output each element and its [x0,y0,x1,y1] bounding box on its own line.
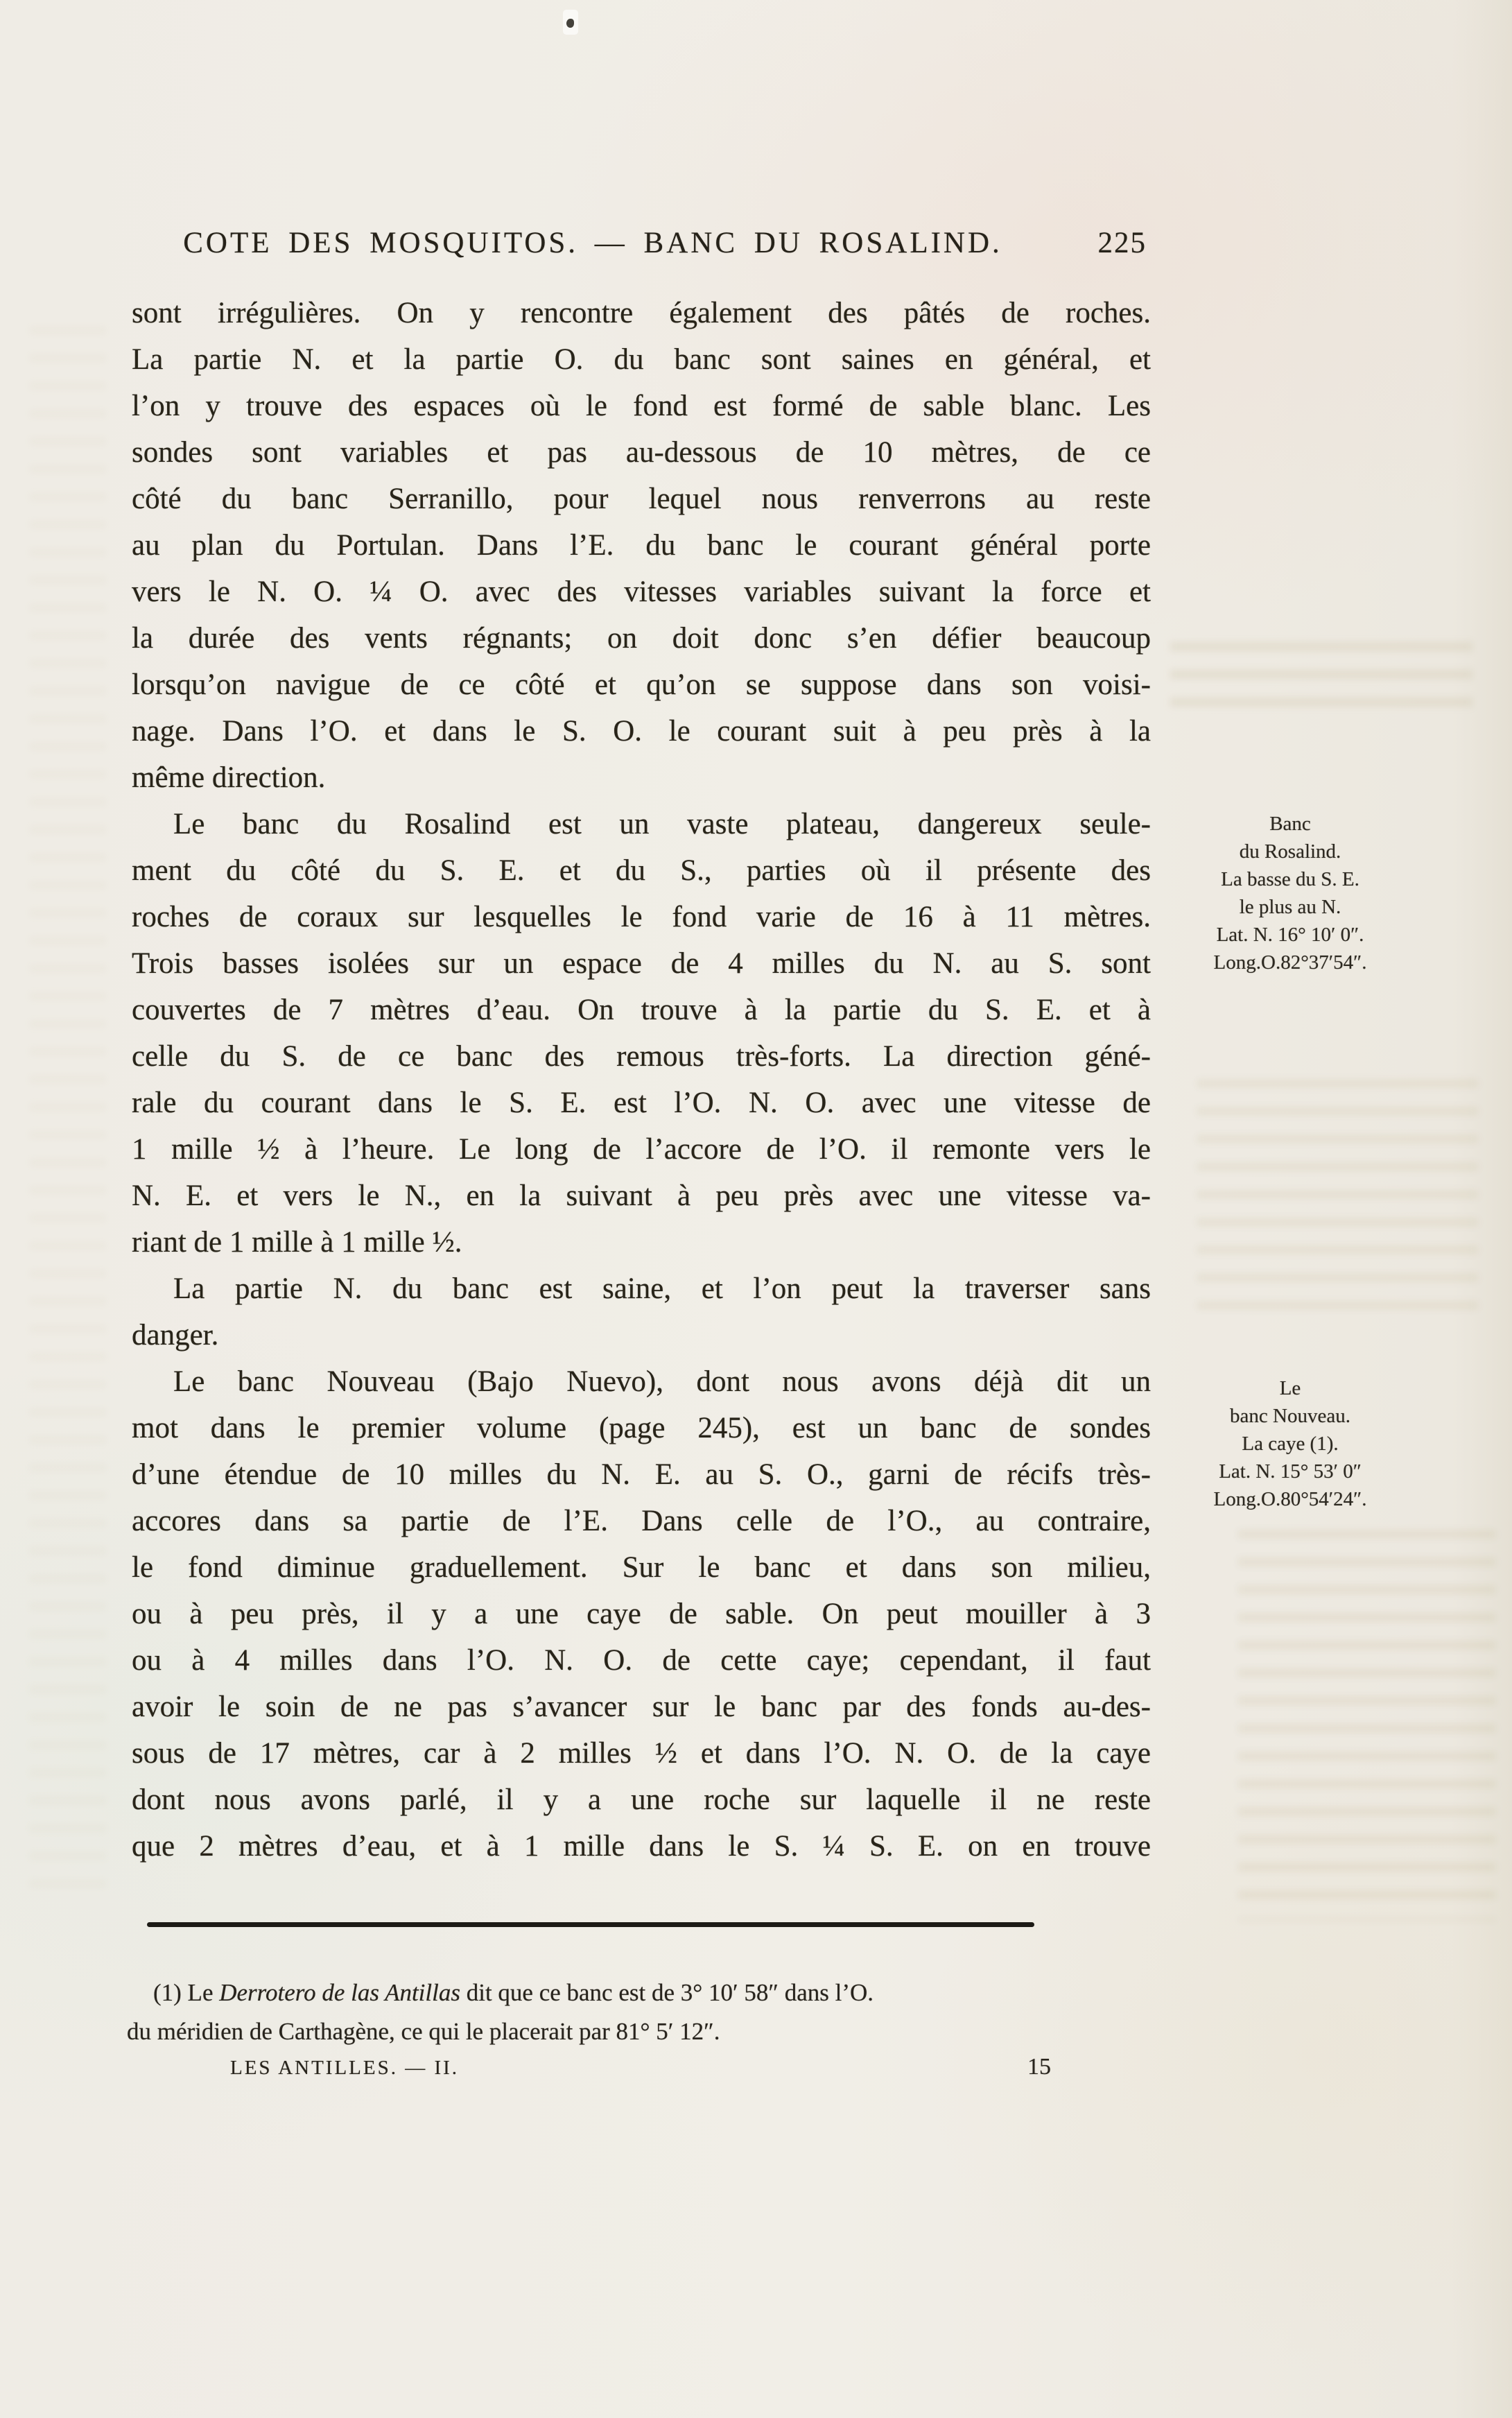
running-head [132,226,1151,276]
text-line: la durée des vents régnants; on doit donc s’en défier beaucoup [132,622,1151,655]
text-line: ou à 4 milles dans l’O. N. O. de cette caye; cependant, il faut [132,1644,1151,1677]
bleed-through-text [29,326,107,1907]
footnote-line: du méridien de Carthagène, ce qui le placerait par 81° 5′ 12″. [127,2018,720,2045]
text-line: vers le N. O. ¼ O. avec des vitesses variables suivant la force et [132,576,1151,608]
body-text [132,290,1151,1869]
sidenote-banc-du-rosalind [1159,810,1421,976]
text-line: La partie N. du banc est saine, et l’on peut la traverser sans [173,1272,1151,1305]
page-title: COTE DES MOSQUITOS. — BANC DU ROSALIND. [183,227,1002,259]
footnote [127,1974,1174,2051]
text-line: 1 mille ½ à l’heure. Le long de l’accore de l’O. il remonte vers le [132,1133,1151,1166]
text-line: La partie N. et la partie O. du banc sont saines en général, et [132,343,1151,376]
text-line: le fond diminue graduellement. Sur le banc et dans son milieu, [132,1551,1151,1584]
text-line: ou à peu près, il y a une caye de sable. On peut mouiller à 3 [132,1598,1151,1630]
text-line: ment du côté du S. E. et du S., parties où il présente des [132,854,1151,887]
text-line: celle du S. de ce banc des remous très-forts. La direction géné- [132,1040,1151,1073]
text-line: mot dans le premier volume (page 245), est un banc de sondes [132,1412,1151,1444]
text-line: Le banc Nouveau (Bajo Nuevo), dont nous avons déjà dit un [173,1365,1151,1398]
text-line: N. E. et vers le N., en la suivant à peu près avec une vitesse va- [132,1180,1151,1212]
sidenote-line: Banc [1269,813,1311,835]
text-line: que 2 mètres d’eau, et à 1 mille dans le S. ¼ S. E. on en trouve [132,1830,1151,1863]
text-line: avoir le soin de ne pas s’avancer sur le banc par des fonds au-des- [132,1691,1151,1723]
sheet-number: 15 [1027,2054,1051,2080]
text-line: même direction. [132,761,326,794]
sidenote-line: La caye (1). [1242,1433,1339,1455]
text-line: l’on y trouve des espaces où le fond est formé de sable blanc. Les [132,390,1151,422]
text-line: sondes sont variables et pas au-dessous de 10 mètres, de ce [132,436,1151,469]
text-line: riant de 1 mille à 1 mille ½. [132,1226,462,1259]
sidenote-banc-nouveau [1159,1374,1421,1513]
bleed-through-text [1197,1079,1478,1318]
text-line: sous de 17 mètres, car à 2 milles ½ et dans l’O. N. O. de la caye [132,1737,1151,1770]
text-line: lorsqu’on navigue de ce côté et qu’on se suppose dans son voisi- [132,668,1151,701]
sidenote-latitude: Lat. N. 15° 53′ 0″ [1219,1460,1362,1483]
sidenote-latitude: Lat. N. 16° 10′ 0″. [1216,924,1364,946]
text-line: d’une étendue de 10 milles du N. E. au S. O., garni de récifs très- [132,1458,1151,1491]
text-line: côté du banc Serranillo, pour lequel nous renverrons au reste [132,483,1151,515]
footnote-book-title: Derrotero de las Antillas [219,1979,460,2006]
text-line: Trois basses isolées sur un espace de 4 milles du N. au S. sont [132,947,1151,980]
text-line: rale du courant dans le S. E. est l’O. N. O. avec une vitesse de [132,1087,1151,1119]
footnote-text: dit que ce banc est de 3° 10′ 58″ dans l’O. [460,1979,874,2006]
footnote-line [127,1974,1174,2012]
sidenote-line: le plus au N. [1239,896,1341,918]
volume-signature: LES ANTILLES. — II. [230,2057,460,2079]
text-line: sont irrégulières. On y rencontre également des pâtés de roches. [132,297,1151,329]
text-line: au plan du Portulan. Dans l’E. du banc le courant général porte [132,529,1151,562]
footnote-separator-rule [147,1922,1034,1927]
sidenote-line: du Rosalind. [1239,840,1341,863]
text-line: accores dans sa partie de l’E. Dans celle de l’O., au contraire, [132,1505,1151,1537]
sidenote-line: La basse du S. E. [1221,868,1359,890]
text-line: roches de coraux sur lesquelles le fond varie de 16 à 11 mètres. [132,901,1151,933]
text-line: danger. [132,1319,219,1352]
sidenote-line: banc Nouveau. [1230,1405,1350,1427]
text-line: nage. Dans l’O. et dans le S. O. le courant suit à peu près à la [132,715,1151,748]
text-line: couvertes de 7 mètres d’eau. On trouve à la partie du S. E. et à [132,994,1151,1026]
text-line: Le banc du Rosalind est un vaste plateau, dangereux seule- [173,808,1151,840]
text-line: dont nous avons parlé, il y a une roche sur laquelle il ne reste [132,1784,1151,1816]
ink-speck [563,10,578,35]
sidenote-longitude: Long.O.80°54′24″. [1213,1488,1367,1510]
footnote-text: (1) Le [153,1979,220,2006]
sidenote-line: Le [1279,1377,1301,1399]
signature-row [0,2054,1512,2091]
sidenote-longitude: Long.O.82°37′54″. [1213,951,1367,974]
bleed-through-text [1170,642,1472,714]
bleed-through-text [1238,1530,1496,1921]
page-number: 225 [1097,227,1147,259]
